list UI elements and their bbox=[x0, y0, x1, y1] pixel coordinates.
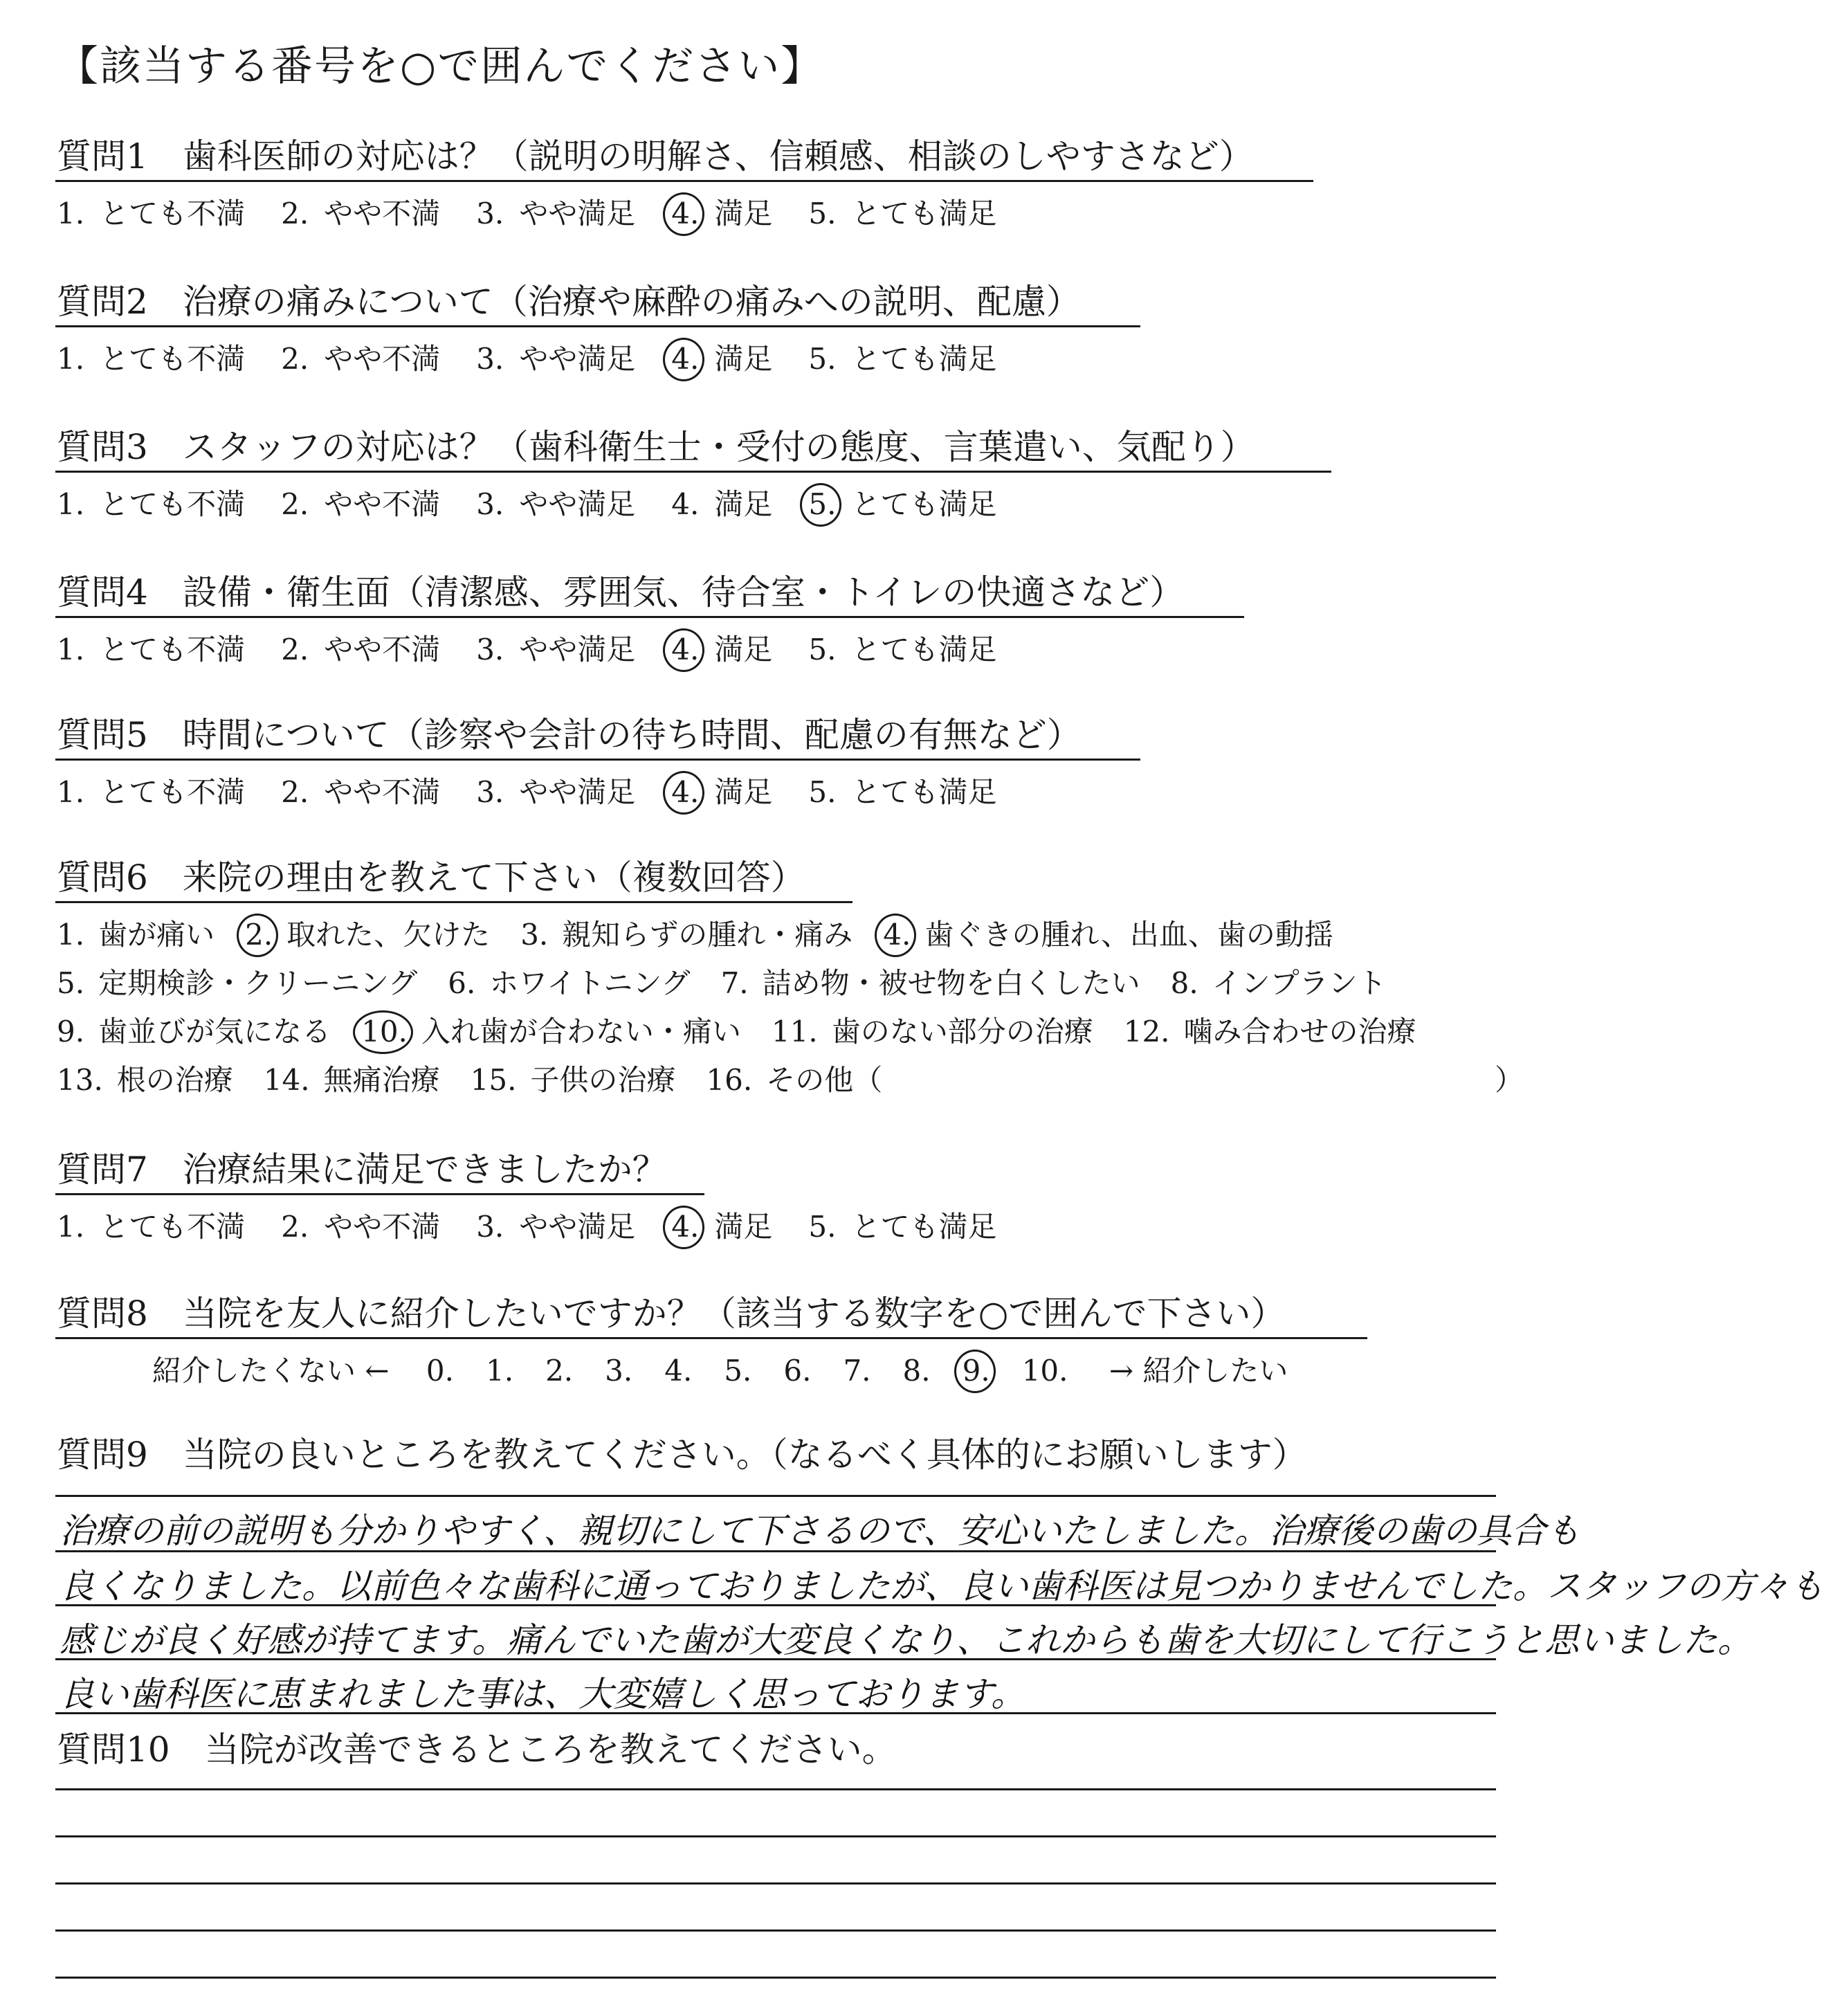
q1-option-number: 3. bbox=[476, 197, 504, 230]
q8-scale-option[interactable]: 4. bbox=[664, 1354, 693, 1388]
q3-option-number: 5. bbox=[808, 487, 837, 521]
q6-reason-number: 13. bbox=[57, 1063, 103, 1097]
q4-option[interactable] bbox=[281, 627, 440, 669]
q6-reason-option[interactable] bbox=[264, 1057, 440, 1099]
q6-reason-number: 11. bbox=[771, 1015, 818, 1048]
q3-underline bbox=[55, 471, 1331, 473]
q7-option-number: 2. bbox=[281, 1210, 309, 1244]
q6-reason-number: 9. bbox=[57, 1015, 85, 1048]
q10-title: 質問10 当院が改善できるところを教えてください。 bbox=[57, 1729, 897, 1770]
q6-reason-label: 根の治療 bbox=[116, 1063, 233, 1097]
q5-option-number: 1. bbox=[57, 775, 85, 809]
q2-option-label: 満足 bbox=[714, 342, 773, 376]
q6-reason-number: 1. bbox=[57, 918, 85, 952]
q3-title: 質問3 スタッフの対応は？（歯科衛生士・受付の態度、言葉遣い、気配り） bbox=[57, 427, 1255, 467]
q6-reason-row bbox=[57, 1057, 913, 1099]
q6-reason-row bbox=[57, 961, 1417, 1002]
q6-reason-label: 噛み合わせの治療 bbox=[1183, 1015, 1416, 1048]
q4-underline bbox=[55, 616, 1244, 618]
q5-title: 質問5 時間について（診察や会計の待ち時間、配慮の有無など） bbox=[57, 715, 1082, 755]
q7-option-label: やや満足 bbox=[519, 1210, 636, 1244]
q7-options bbox=[57, 1204, 1032, 1246]
q8-scale-option[interactable]: 10. bbox=[1021, 1354, 1068, 1388]
q9-title: 質問9 当院の良いところを教えてください。（なるべく具体的にお願いします） bbox=[57, 1435, 1307, 1475]
q4-option[interactable] bbox=[808, 627, 996, 669]
q6-reason-option[interactable] bbox=[1124, 1009, 1416, 1051]
q6-underline bbox=[55, 901, 852, 903]
q5-option[interactable] bbox=[808, 770, 996, 811]
q10-answer-rule bbox=[55, 1882, 1496, 1885]
q2-option[interactable] bbox=[808, 336, 996, 378]
q7-title: 質問7 治療結果に満足できましたか？ bbox=[57, 1150, 667, 1190]
q1-option-number: 2. bbox=[281, 197, 309, 230]
q4-option-number: 2. bbox=[281, 633, 309, 666]
q6-reason-number: 12. bbox=[1123, 1015, 1170, 1048]
q7-option-label: やや不満 bbox=[324, 1210, 441, 1244]
q3-option-label: やや不満 bbox=[324, 487, 441, 521]
q7-option-number: 1. bbox=[57, 1210, 85, 1244]
q8-underline bbox=[55, 1337, 1367, 1339]
q8-scale bbox=[152, 1348, 1288, 1390]
q5-option[interactable] bbox=[281, 770, 440, 811]
q2-option-label: とても不満 bbox=[100, 342, 246, 376]
q1-option-number: 1. bbox=[57, 197, 85, 230]
q5-option-number: 2. bbox=[281, 775, 309, 809]
q6-reason-label: 詰め物・被せ物を白くしたい bbox=[762, 966, 1140, 1000]
q1-option[interactable] bbox=[57, 191, 245, 233]
q5-option-label: やや不満 bbox=[324, 775, 441, 809]
q5-options bbox=[57, 770, 1032, 811]
q6-reason-number: 3. bbox=[520, 918, 549, 952]
q5-option-label: とても満足 bbox=[851, 775, 997, 809]
q6-reason-number: 16. bbox=[706, 1063, 753, 1097]
q4-option[interactable] bbox=[57, 627, 245, 669]
q6-reason-number: 8. bbox=[1170, 966, 1198, 1000]
q6-reason-row bbox=[57, 1009, 1447, 1051]
q4-option[interactable] bbox=[476, 627, 635, 669]
q6-reason-option[interactable] bbox=[57, 961, 417, 1002]
q8-scale-option[interactable]: 9. bbox=[962, 1354, 990, 1388]
q7-option-label: 満足 bbox=[714, 1210, 773, 1244]
q6-reason-option[interactable] bbox=[57, 1009, 331, 1051]
q6-reason-option[interactable] bbox=[1171, 961, 1387, 1002]
q2-option[interactable] bbox=[281, 336, 440, 378]
q2-option-label: やや満足 bbox=[519, 342, 636, 376]
q3-option[interactable] bbox=[57, 482, 245, 523]
q3-option[interactable] bbox=[281, 482, 440, 523]
q8-left-label: 紹介したくない ← bbox=[152, 1354, 390, 1388]
q6-reason-label: 定期検診・クリーニング bbox=[98, 966, 418, 1000]
q8-scale-option[interactable]: 3. bbox=[605, 1354, 633, 1388]
q1-option[interactable] bbox=[281, 191, 440, 233]
q6-other-close-paren: ） bbox=[1495, 1063, 1524, 1097]
q4-option-label: 満足 bbox=[714, 633, 773, 666]
q2-options bbox=[57, 336, 1032, 378]
q2-option-number: 5. bbox=[808, 342, 837, 376]
q2-underline bbox=[55, 325, 1140, 327]
q2-option-number: 3. bbox=[476, 342, 504, 376]
q4-title: 質問4 設備・衛生面（清潔感、雰囲気、待合室・トイレの快適さなど） bbox=[57, 572, 1185, 612]
q3-option[interactable] bbox=[476, 482, 635, 523]
q6-reason-option[interactable] bbox=[57, 1057, 233, 1099]
q4-option-number: 3. bbox=[476, 633, 504, 666]
q5-option-label: とても不満 bbox=[100, 775, 246, 809]
q3-option-label: 満足 bbox=[714, 487, 773, 521]
q7-option-number: 3. bbox=[476, 1210, 504, 1244]
q6-reason-option[interactable] bbox=[706, 1057, 882, 1099]
q7-option[interactable] bbox=[808, 1204, 996, 1246]
q9-handwritten-answer-line: 治療の前の説明も分かりやすく、親切にして下さるので、安心いたしました。治療後の歯の具合も bbox=[60, 1511, 1580, 1551]
q4-option-label: とても不満 bbox=[100, 633, 246, 666]
q2-option[interactable] bbox=[476, 336, 635, 378]
q2-option-number: 4. bbox=[671, 342, 700, 376]
q7-option[interactable] bbox=[671, 1204, 772, 1246]
q8-scale-option[interactable]: 1. bbox=[485, 1354, 514, 1388]
q6-reason-label: 歯ぐきの腫れ、出血、歯の動揺 bbox=[924, 918, 1333, 952]
q7-underline bbox=[55, 1193, 704, 1195]
q7-option[interactable] bbox=[281, 1204, 440, 1246]
q8-scale-option[interactable]: 6. bbox=[783, 1354, 812, 1388]
q2-option-label: やや不満 bbox=[324, 342, 441, 376]
q6-reason-number: 6. bbox=[448, 966, 476, 1000]
page-title: 【該当する番号を○で囲んでください】 bbox=[57, 42, 824, 91]
q1-title: 質問1 歯科医師の対応は？（説明の明解さ、信頼感、相談のしやすさなど） bbox=[57, 136, 1254, 176]
q9-answer-rule bbox=[55, 1495, 1496, 1497]
q6-reason-label: 入れ歯が合わない・痛い bbox=[421, 1015, 741, 1048]
q10-answer-rule bbox=[55, 1835, 1496, 1837]
q1-option-label: やや不満 bbox=[324, 197, 441, 230]
q6-reason-number: 10. bbox=[361, 1015, 408, 1048]
q6-reason-row bbox=[57, 912, 1364, 954]
q1-options bbox=[57, 191, 1032, 233]
q6-reason-number: 7. bbox=[720, 966, 749, 1000]
q6-reason-label: 歯並びが気になる bbox=[98, 1015, 331, 1048]
q4-option-label: とても満足 bbox=[851, 633, 997, 666]
q8-scale-option[interactable]: 7. bbox=[843, 1354, 871, 1388]
q3-options bbox=[57, 482, 1032, 523]
q10-answer-rule bbox=[55, 1788, 1496, 1790]
q4-option-label: やや不満 bbox=[324, 633, 441, 666]
q6-reason-label: 取れた、欠けた bbox=[286, 918, 491, 952]
q2-option-label: とても満足 bbox=[851, 342, 997, 376]
q6-reason-option[interactable] bbox=[471, 1057, 676, 1099]
q7-option[interactable] bbox=[57, 1204, 245, 1246]
q5-option-number: 3. bbox=[476, 775, 504, 809]
q6-reason-option[interactable] bbox=[245, 912, 490, 954]
q8-scale-option[interactable]: 5. bbox=[724, 1354, 752, 1388]
q1-option-label: とても不満 bbox=[100, 197, 246, 230]
q3-option-label: とても満足 bbox=[851, 487, 997, 521]
q6-reason-label: 無痛治療 bbox=[323, 1063, 440, 1097]
q2-option-number: 1. bbox=[57, 342, 85, 376]
q3-option[interactable] bbox=[808, 482, 996, 523]
q8-scale-option[interactable]: 2. bbox=[545, 1354, 574, 1388]
q4-option-label: やや満足 bbox=[519, 633, 636, 666]
q6-reason-option[interactable] bbox=[772, 1009, 1093, 1051]
q10-answer-rule bbox=[55, 1929, 1496, 1932]
q6-reason-label: 親知らずの腫れ・痛み bbox=[562, 918, 853, 952]
q9-handwritten-answer-line: 良い歯科医に恵まれました事は、大変嬉しく思っております。 bbox=[60, 1674, 1025, 1714]
q6-reason-label: ホワイトニング bbox=[489, 966, 691, 1000]
q6-reason-number: 15. bbox=[470, 1063, 517, 1097]
q5-option[interactable] bbox=[671, 770, 772, 811]
q1-option[interactable] bbox=[671, 191, 772, 233]
q2-option-number: 2. bbox=[281, 342, 309, 376]
q5-option-number: 5. bbox=[808, 775, 837, 809]
q6-reason-number: 14. bbox=[263, 1063, 310, 1097]
q1-option-number: 5. bbox=[808, 197, 837, 230]
q4-option-number: 5. bbox=[808, 633, 837, 666]
q6-reason-label: 歯のない部分の治療 bbox=[831, 1015, 1093, 1048]
q6-reason-option[interactable] bbox=[361, 1009, 741, 1051]
q2-option[interactable] bbox=[57, 336, 245, 378]
q6-reason-option[interactable] bbox=[721, 961, 1140, 1002]
q5-option-number: 4. bbox=[671, 775, 700, 809]
q9-handwritten-answer-line: 良くなりました。以前色々な歯科に通っておりましたが、良い歯科医は見つかりませんでした。スタッフの方々も bbox=[60, 1566, 1824, 1606]
q3-option-number: 2. bbox=[281, 487, 309, 521]
q8-title: 質問8 当院を友人に紹介したいですか？（該当する数字を○で囲んで下さい） bbox=[57, 1293, 1286, 1334]
q8-scale-option[interactable]: 8. bbox=[902, 1354, 931, 1388]
q6-reason-number: 5. bbox=[57, 966, 85, 1000]
q2-option[interactable] bbox=[671, 336, 772, 378]
q6-reason-option[interactable] bbox=[57, 912, 215, 954]
q1-option-label: 満足 bbox=[714, 197, 773, 230]
q10-answer-rule bbox=[55, 1977, 1496, 1979]
q1-option-label: やや満足 bbox=[519, 197, 636, 230]
q6-reason-label: 歯が痛い bbox=[98, 918, 215, 952]
q1-underline bbox=[55, 180, 1313, 182]
q6-reason-label: 子供の治療 bbox=[530, 1063, 676, 1097]
q4-options bbox=[57, 627, 1032, 669]
q3-option-label: やや満足 bbox=[519, 487, 636, 521]
q5-option-label: やや満足 bbox=[519, 775, 636, 809]
q7-option[interactable] bbox=[476, 1204, 635, 1246]
q6-reason-option[interactable] bbox=[883, 912, 1333, 954]
q6-reason-label: その他（ bbox=[766, 1063, 883, 1097]
q3-option-number: 3. bbox=[476, 487, 504, 521]
q3-option[interactable] bbox=[671, 482, 772, 523]
q1-option-label: とても満足 bbox=[851, 197, 997, 230]
q8-scale-option[interactable]: 0. bbox=[426, 1354, 454, 1388]
q5-option-label: 満足 bbox=[714, 775, 773, 809]
q3-option-number: 4. bbox=[671, 487, 700, 521]
q2-title: 質問2 治療の痛みについて（治療や麻酔の痛みへの説明、配慮） bbox=[57, 282, 1081, 322]
q5-underline bbox=[55, 759, 1140, 761]
q6-reason-number: 4. bbox=[883, 918, 911, 952]
q9-handwritten-answer-line: 感じが良く好感が持てます。痛んでいた歯が大変良くなり、これからも歯を大切にして行こうと思いました。 bbox=[60, 1620, 1752, 1660]
q7-option-label: とても不満 bbox=[100, 1210, 246, 1244]
q4-option-number: 1. bbox=[57, 633, 85, 666]
q4-option-number: 4. bbox=[671, 633, 700, 666]
q7-option-label: とても満足 bbox=[851, 1210, 997, 1244]
q3-option-label: とても不満 bbox=[100, 487, 246, 521]
q3-option-number: 1. bbox=[57, 487, 85, 521]
q6-title: 質問6 来院の理由を教えて下さい（複数回答） bbox=[57, 857, 805, 898]
q6-reason-label: インプラント bbox=[1212, 966, 1387, 1000]
q7-option-number: 5. bbox=[808, 1210, 837, 1244]
q6-reason-option[interactable] bbox=[448, 961, 690, 1002]
q6-reason-number: 2. bbox=[245, 918, 273, 952]
q7-option-number: 4. bbox=[671, 1210, 700, 1244]
q8-right-label: → 紹介したい bbox=[1109, 1354, 1288, 1388]
q1-option[interactable] bbox=[808, 191, 996, 233]
q6-reason-option[interactable] bbox=[520, 912, 852, 954]
q1-option[interactable] bbox=[476, 191, 635, 233]
q5-option[interactable] bbox=[57, 770, 245, 811]
q5-option[interactable] bbox=[476, 770, 635, 811]
q4-option[interactable] bbox=[671, 627, 772, 669]
q1-option-number: 4. bbox=[671, 197, 700, 230]
